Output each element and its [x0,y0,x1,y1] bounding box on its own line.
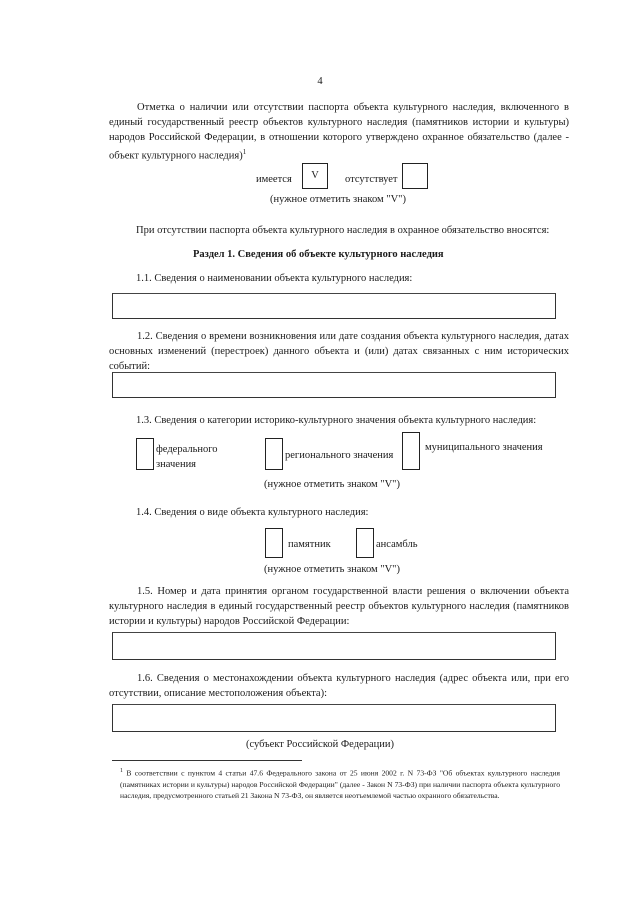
passport-absent-label: отсутствует [345,174,398,185]
s1-3-label: 1.3. Сведения о категории историко-культурного значения объекта культурного наследия: [136,415,537,426]
page-number: 4 [317,76,323,87]
municipal-checkbox[interactable] [402,432,420,470]
regional-label: регионального значения [285,450,394,461]
footnote-divider [112,760,302,761]
ensemble-checkbox[interactable] [356,528,374,558]
section-title: Раздел 1. Сведения об объекте культурного наследия [193,249,444,260]
absence-note: При отсутствии паспорта объекта культурного наследия в охранное обязательство вносятся: [136,225,550,236]
intro-text: Отметка о наличии или отсутствии паспорта объекта культурного наследия, включенного в единый государственный реестр объектов культурного наследия (памятников истории и культуры) народов Российской Федерации, в отношении которого утверждено охранное обязательство (далее - объект культурного наследия) [109,102,569,162]
s1-3-hint: (нужное отметить знаком "V") [264,479,400,490]
footnote-text: В соответствии с пунктом 4 статьи 47.6 Федерального закона от 25 июня 2002 г. N 73-ФЗ "Об объектах культурного наследия (памятниках истории и культуры) народов Российской Федерации" (далее - Закон N 73-ФЗ) при наличии паспорта объекта культурного наследия, предусмотренного статьей 21 Закона N 73-ФЗ, он является неотъемлемой частью охранного обязательства. [120,768,560,800]
s1-2-label: 1.2. Сведения о времени возникновения или дате создания объекта культурного наследия, датах основных изменений (перестроек) данного объекта и (или) датах связанных с ним исторических событий: [109,331,569,372]
subject-caption: (субъект Российской Федерации) [246,739,394,750]
monument-label: памятник [288,539,331,550]
passport-hint: (нужное отметить знаком "V") [270,194,406,205]
passport-has-mark: V [311,170,319,181]
federal-checkbox[interactable] [136,438,154,470]
footnote [120,766,560,801]
s1-5-field[interactable] [112,632,556,660]
s1-2-field[interactable] [112,372,556,398]
municipal-label: муниципального значения [425,442,543,453]
s1-5-label: 1.5. Номер и дата принятия органом государственной власти решения о включении объекта культурного наследия в единый государственный реестр объектов культурного наследия (памятников истории и культуры) народов Российской Федерации: [109,586,569,627]
intro-paragraph [109,100,569,164]
s1-6-field[interactable] [112,704,556,732]
s1-6-label: 1.6. Сведения о местонахождении объекта культурного наследия (адрес объекта или, при его отсутствии, описание местоположения объекта): [109,673,569,699]
footnote-number: 1 [120,768,123,774]
federal-label-line2: значения [156,459,197,470]
ensemble-label: ансамбль [376,539,418,550]
regional-checkbox[interactable] [265,438,283,470]
passport-has-checkbox[interactable] [302,163,328,189]
footnote-mark: 1 [242,148,247,156]
s1-1-field[interactable] [112,293,556,319]
passport-absent-checkbox[interactable] [402,163,428,189]
s1-1-label: 1.1. Сведения о наименовании объекта культурного наследия: [136,273,413,284]
federal-label-line1: федерального [156,444,218,455]
passport-has-label: имеется [256,174,292,185]
monument-checkbox[interactable] [265,528,283,558]
s1-4-label: 1.4. Сведения о виде объекта культурного наследия: [136,507,369,518]
s1-4-hint: (нужное отметить знаком "V") [264,564,400,575]
federal-label [156,442,218,472]
